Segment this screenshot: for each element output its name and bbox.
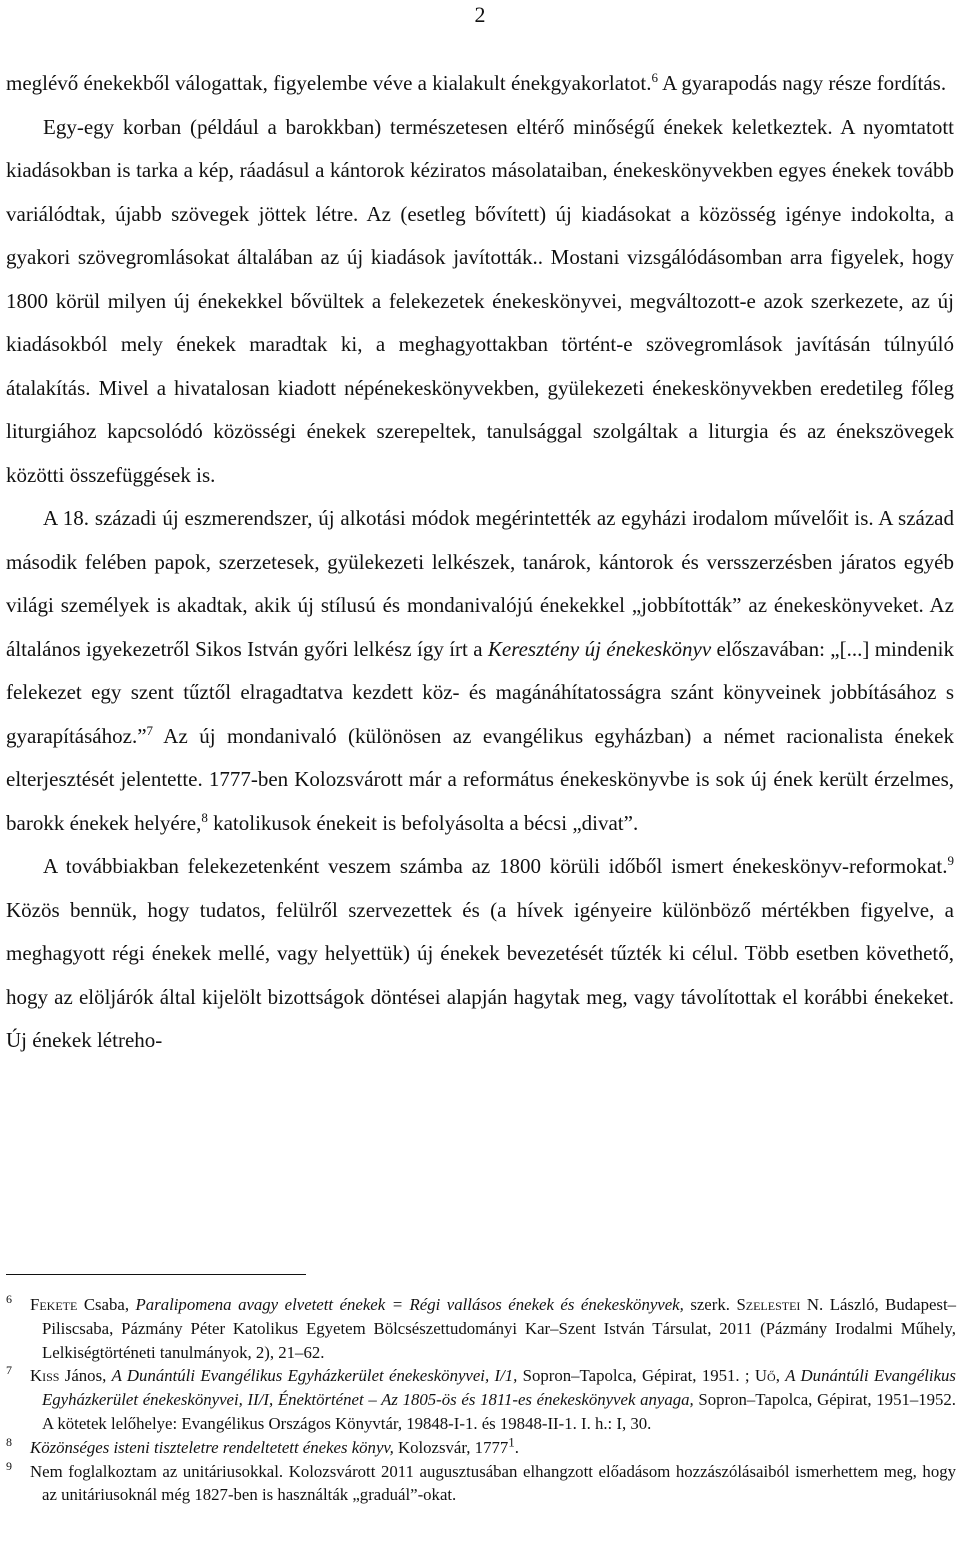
- paragraph: [6, 845, 954, 1063]
- author-name: Kiss: [30, 1366, 60, 1386]
- text-run: .: [514, 1437, 519, 1457]
- text-run: előszavában: „[...] mindenik felekezet egy szent tűztől elragadtatva kezdett köz- és magánáhítatosságra szánt könyveinek jobbításához s gyarapításához.”: [6, 636, 955, 748]
- text-run: A továbbiakban felekezetenként veszem számba az 1800 körüli időből ismert énekeskönyv-reformokat.: [43, 854, 948, 878]
- italic-title: A Dunántúli Evangélikus Egyházkerület énekeskönyvei, II/I, Énektörténet – Az 1805-ös és 1811-es énekeskönyvek anyaga,: [42, 1366, 956, 1410]
- text-run: Csaba,: [77, 1295, 136, 1314]
- page-number: 2: [474, 2, 486, 27]
- text-run: Az új mondanivaló (különösen az evangélikus egyházban) a német racionalista énekek elterjesztését jelentette. 1777-ben Kolozsvárott már a református énekeskönyvbe is sok új ének került érzelmes, barokk énekek helyére,: [6, 723, 954, 835]
- footnote-reference: 8: [201, 809, 208, 825]
- footnote-number: 7: [6, 1363, 12, 1378]
- text-run: Nem foglalkoztam az unitáriusokkal. Kolozsvárott 2011 augusztusában elhangzott előadásom hozzászólásaiból ismerhettem meg, hogy az unitáriusoknál még 1827-ben is használták „graduál”-okat.: [30, 1461, 956, 1505]
- text-run: A gyarapodás nagy része fordítás.: [658, 71, 947, 95]
- footnote-number: 6: [6, 1292, 12, 1306]
- text-run: Egy-egy korban (például a barokkban) természetesen eltérő minőségű énekek keletkeztek. A nyomtatott kiadásokban is tarka a kép, ráadásul a kántorok kéziratos másolataiban, énekeskönyvekben egyes énekek tovább variálódtak, újabb szövegek jöttek létre. Az (esetleg bővített) új kiadásokat a közösség igénye indokolta, a gyakori szövegromlásokat általában az új kiadások javították.. Mostani vizsgálódásomban arra figyelek, hogy 1800 körül milyen új énekekkel bővültek a felekezetek énekeskönyvei, megváltozott-e azok szerkezete, az új kiadásokból mely énekek maradtak ki, a meghagyottakban történt-e szövegromlások javításán túlnyúló átalakítás. Mivel a hivatalosan kiadott népénekeskönyvekben, gyülekezeti énekeskönyvekben eredetileg főleg liturgiához kapcsolódó közösségi énekek szerepeltek, tanulsággal szolgáltak a liturgia és az énekszövegek közötti összefüggések is.: [6, 114, 954, 487]
- author-name: Uő: [754, 1366, 776, 1386]
- footnote: [6, 1364, 956, 1435]
- author-name: Szelestei: [736, 1295, 801, 1314]
- text-run: Kolozsvár, 1777: [393, 1437, 509, 1457]
- footnote: [6, 1293, 956, 1364]
- text-run: N. László, Budapest–Piliscsaba, Pázmány Péter Katolikus Egyetem Bölcsészettudományi Kar–Szent István Társulat, 2011 (Pázmány Irodalmi Műhely, Lelkiségtörténeti tanulmányok, 2), 21–62.: [42, 1295, 957, 1362]
- italic-title: Közönséges isteni tiszteletre rendeltetett énekes könyv,: [30, 1437, 394, 1457]
- footnotes: [6, 1293, 956, 1507]
- italic-title: A Dunántúli Evangélikus Egyházkerület énekeskönyvei, I/1,: [111, 1366, 518, 1386]
- italic-title: Paralipomena avagy elvetett énekek = Régi vallásos énekek és énekeskönyvek,: [135, 1295, 684, 1314]
- footnote-reference: 6: [651, 70, 659, 85]
- footnote-number: 8: [6, 1434, 12, 1449]
- text-run: szerk.: [683, 1295, 737, 1314]
- author-name: Fekete: [30, 1295, 78, 1314]
- text-run: Sopron–Tapolca, Gépirat, 1951. ;: [517, 1366, 755, 1386]
- body-text: [6, 62, 954, 1063]
- paragraph: [6, 106, 954, 498]
- paragraph: [6, 497, 954, 845]
- text-run: A 18. századi új eszmerendszer, új alkotási módok megérintették az egyházi irodalom művelőit is. A század második felében papok, szerzetesek, gyülekezeti lelkészek, tanárok, kántorok és versszerzésben járatos egyéb világi személyek is akadtak, akik új stílusú és mondanivalójú énekekkel „jobbították” az énekeskönyveket. Az általános igyekezetről Sikos István győri lelkész így írt a: [6, 506, 954, 661]
- text-run: Sopron–Tapolca, Gépirat, 1951–1952. A kötetek lelőhelye: Evangélikus Országos Könyvtár, 19848-I-1. és 19848-II-1. I. h.: I, 30.: [42, 1390, 957, 1433]
- footnote: [6, 1460, 956, 1508]
- text-run: meglévő énekekből válogattak, figyelembe véve a kialakult énekgyakorlatot.: [6, 71, 652, 95]
- footnote-reference: 9: [947, 853, 954, 868]
- text-run: ,: [775, 1366, 786, 1386]
- italic-title: Keresztény új énekeskönyv: [487, 636, 712, 661]
- footnote-number: 9: [6, 1458, 12, 1473]
- footnote-reference: 7: [146, 722, 154, 738]
- text-run: János,: [59, 1366, 112, 1386]
- footnote: [6, 1436, 956, 1460]
- paragraph: [6, 62, 954, 106]
- footnote-reference: 1: [508, 1434, 515, 1450]
- text-run: katolikusok énekeit is befolyásolta a bécsi „divat”.: [207, 810, 639, 835]
- text-run: Közös bennük, hogy tudatos, felülről szervezettek és (a hívek igényeire különböző mértékben figyelve, a meghagyott régi énekek mellé, vagy helyettük) új énekek bevezetését tűzték ki célul. Több esetben követhető, hogy az elöljárók által kijelölt bizottságok döntései alapján hagytak meg, vagy távolítottak el korábbi énekeket. Új énekek létreho-: [6, 897, 954, 1052]
- footnote-separator: [6, 1274, 306, 1275]
